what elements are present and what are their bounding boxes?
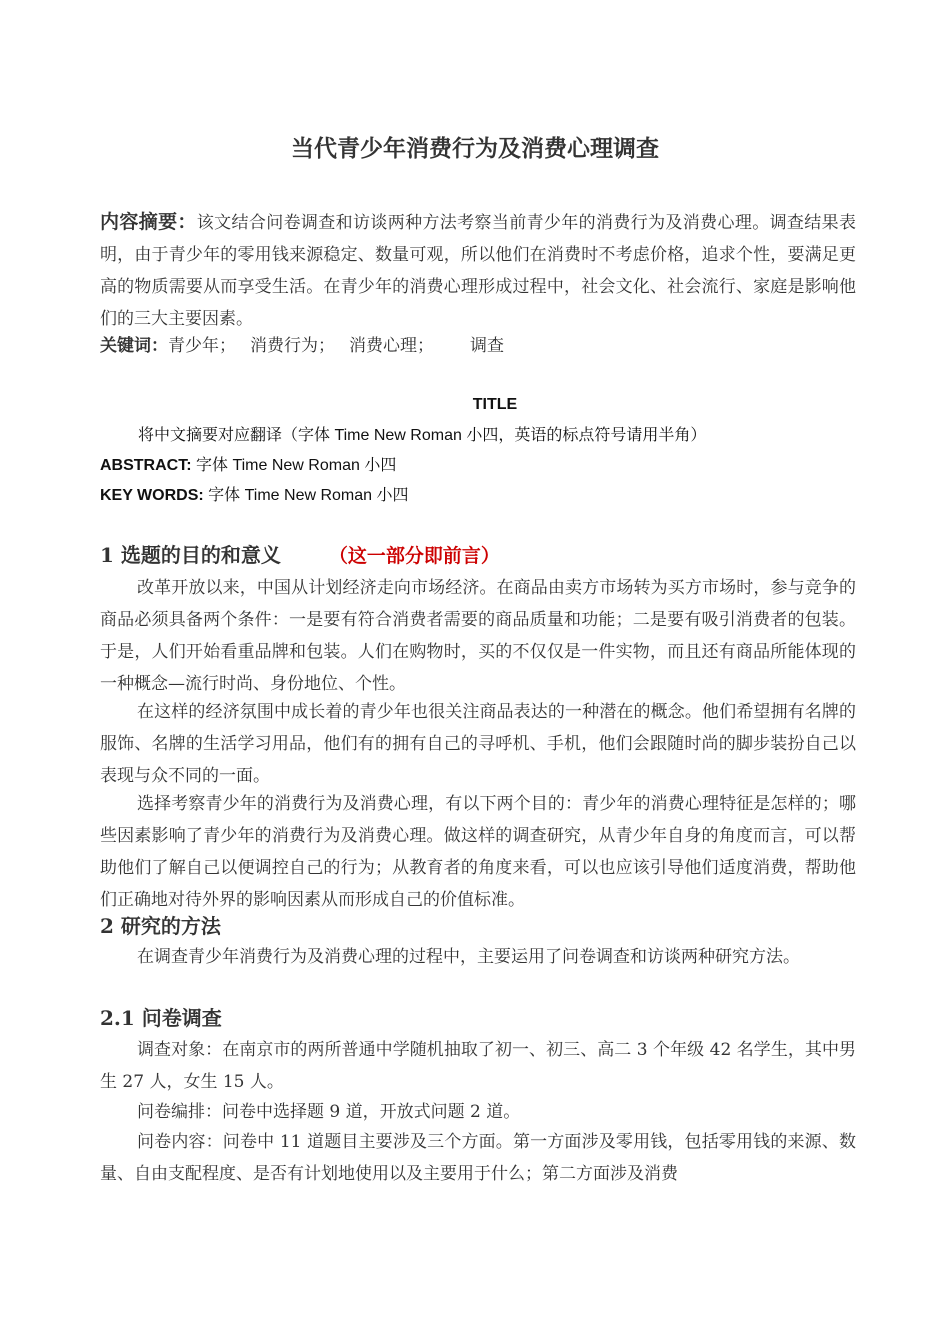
keywords xyxy=(100,330,856,362)
english-abstract xyxy=(100,452,860,480)
keyword: 消费行为； xyxy=(250,336,335,356)
section-heading-2-1: 2.1 问卷调查 xyxy=(100,1006,222,1030)
english-title: TITLE xyxy=(472,396,518,413)
section-heading-text: 1 选题的目的和意义 xyxy=(100,543,281,567)
keyword: 青少年； xyxy=(168,336,236,356)
section-heading-1 xyxy=(100,540,860,571)
english-abstract-text: 字体 Time New Roman 小四 xyxy=(191,457,397,474)
paragraph: 改革开放以来，中国从计划经济走向市场经济。在商品由卖方市场转为买方市场时，参与竞争的商品必须具备两个条件：一是要有符合消费者需要的商品质量和功能；二是要有吸引消费者的包装。于是，人们开始看重品牌和包装。人们在购物时，买的不仅仅是一件实物，而且还有商品所能体现的一种概念—流行时尚、身份地位、个性。 xyxy=(100,578,856,694)
section-heading-2: 2 研究的方法 xyxy=(100,914,221,938)
paragraph: 选择考察青少年的消费行为及消费心理，有以下两个目的：青少年的消费心理特征是怎样的；哪些因素影响了青少年的消费行为及消费心理。做这样的调查研究，从青少年自身的角度而言，可以帮助他们了解自己以便调控自己的行为；从教育者的角度来看，可以也应该引导他们适度消费，帮助他们正确地对待外界的影响因素从而形成自己的价值标准。 xyxy=(100,794,856,910)
paragraph: 问卷内容：问卷中 11 道题目主要涉及三个方面。第一方面涉及零用钱，包括零用钱的来源、数量、自由支配程度、是否有计划地使用以及主要用于什么；第二方面涉及消费 xyxy=(100,1132,856,1184)
english-abstract-label: ABSTRACT: xyxy=(100,457,192,474)
section-heading-note: （这一部分即前言） xyxy=(328,545,500,567)
abstract xyxy=(100,206,856,335)
keyword: 调查 xyxy=(470,336,504,356)
abstract-text: 该文结合问卷调查和访谈两种方法考察当前青少年的消费行为及消费心理。调查结果表明，由于青少年的零用钱来源稳定、数量可观，所以他们在消费时不考虑价格，追求个性，要满足更高的物质需要从而享受生活。在青少年的消费心理形成过程中，社会文化、社会流行、家庭是影响他们的三大主要因素。 xyxy=(100,213,856,329)
english-keywords xyxy=(100,482,860,510)
paragraph: 在调查青少年消费行为及消费心理的过程中，主要运用了问卷调查和访谈两种研究方法。 xyxy=(137,947,800,967)
english-keywords-text: 字体 Time New Roman 小四 xyxy=(203,487,409,504)
english-abstract-note: 将中文摘要对应翻译（字体 Time New Roman 小四，英语的标点符号请用半角） xyxy=(138,427,707,444)
english-keywords-label: KEY WORDS: xyxy=(100,487,204,504)
page-title: 当代青少年消费行为及消费心理调查 xyxy=(291,136,659,162)
paragraph: 调查对象：在南京市的两所普通中学随机抽取了初一、初三、高二 3 个年级 42 名学生，其中男生 27 人，女生 15 人。 xyxy=(100,1040,856,1092)
paragraph: 问卷编排：问卷中选择题 9 道，开放式问题 2 道。 xyxy=(137,1102,521,1122)
paragraph: 在这样的经济氛围中成长着的青少年也很关注商品表达的一种潜在的概念。他们希望拥有名牌的服饰、名牌的生活学习用品，他们有的拥有自己的寻呼机、手机，他们会跟随时尚的脚步装扮自己以表现与众不同的一面。 xyxy=(100,702,856,786)
abstract-label: 内容摘要： xyxy=(100,211,197,233)
keyword: 消费心理； xyxy=(349,336,434,356)
keywords-label: 关键词： xyxy=(100,336,168,356)
